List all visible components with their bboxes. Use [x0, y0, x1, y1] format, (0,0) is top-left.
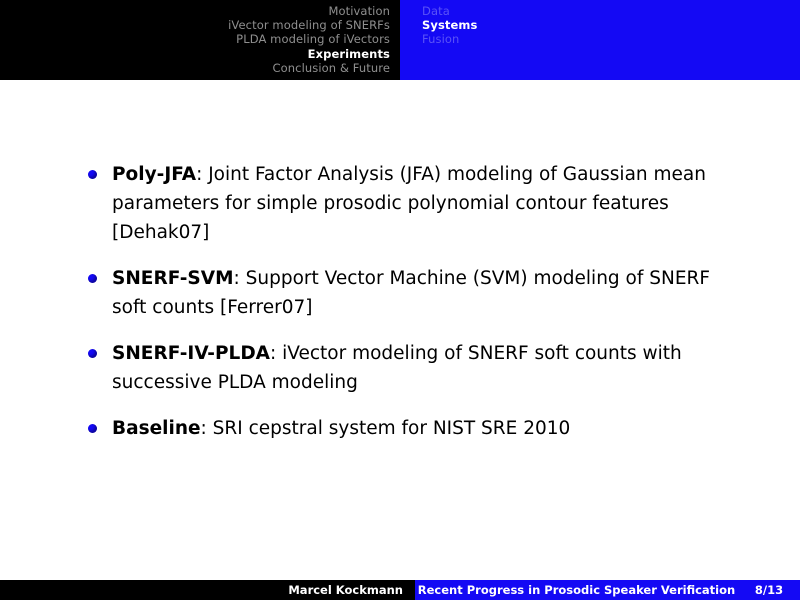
bullet-text: : Support Vector Machine (SVM) modeling of SNERF soft counts [Ferrer07]	[112, 268, 711, 318]
nav-item-plda-modeling-of-ivectors[interactable]: PLDA modeling of iVectors	[236, 32, 390, 47]
list-item	[88, 414, 740, 443]
bullet-list	[88, 160, 740, 443]
list-item	[88, 339, 740, 397]
nav-item-motivation[interactable]: Motivation	[328, 4, 390, 18]
footer-title: Recent Progress in Prosodic Speaker Verification	[415, 580, 738, 600]
bullet-lead: Baseline	[112, 418, 201, 439]
nav-item-ivector-modeling-of-snerfs[interactable]: iVector modeling of SNERFs	[228, 18, 390, 33]
bullet-text: : iVector modeling of SNERF soft counts with successive PLDA modeling	[112, 343, 682, 393]
nav-item-conclusion-future[interactable]: Conclusion & Future	[272, 60, 390, 75]
subsection-nav-right	[400, 0, 800, 80]
bullet-lead: Poly-JFA	[112, 164, 197, 185]
bullet-text: : SRI cepstral system for NIST SRE 2010	[200, 418, 571, 439]
bullet-dot-icon	[88, 349, 97, 358]
slide-body	[0, 160, 800, 443]
bullet-dot-icon	[88, 274, 97, 283]
footer-author: Marcel Kockmann	[0, 580, 415, 600]
nav-item-systems[interactable]: Systems	[422, 18, 478, 33]
slide-footer	[0, 580, 800, 600]
bullet-dot-icon	[88, 424, 97, 433]
nav-item-fusion[interactable]: Fusion	[422, 32, 460, 47]
nav-item-experiments[interactable]: Experiments	[307, 46, 390, 61]
bullet-lead: SNERF-SVM	[112, 268, 234, 289]
bullet-dot-icon	[88, 170, 97, 179]
nav-item-data[interactable]: Data	[422, 4, 450, 18]
slide-header	[0, 0, 800, 80]
section-nav-left	[0, 0, 400, 80]
footer-page-number: 8/13	[738, 580, 800, 600]
list-item	[88, 160, 740, 247]
list-item	[88, 264, 740, 322]
bullet-lead: SNERF-IV-PLDA	[112, 343, 270, 364]
bullet-text: : Joint Factor Analysis (JFA) modeling of Gaussian mean parameters for simple prosodic polynomial contour features [Dehak07]	[112, 164, 706, 243]
